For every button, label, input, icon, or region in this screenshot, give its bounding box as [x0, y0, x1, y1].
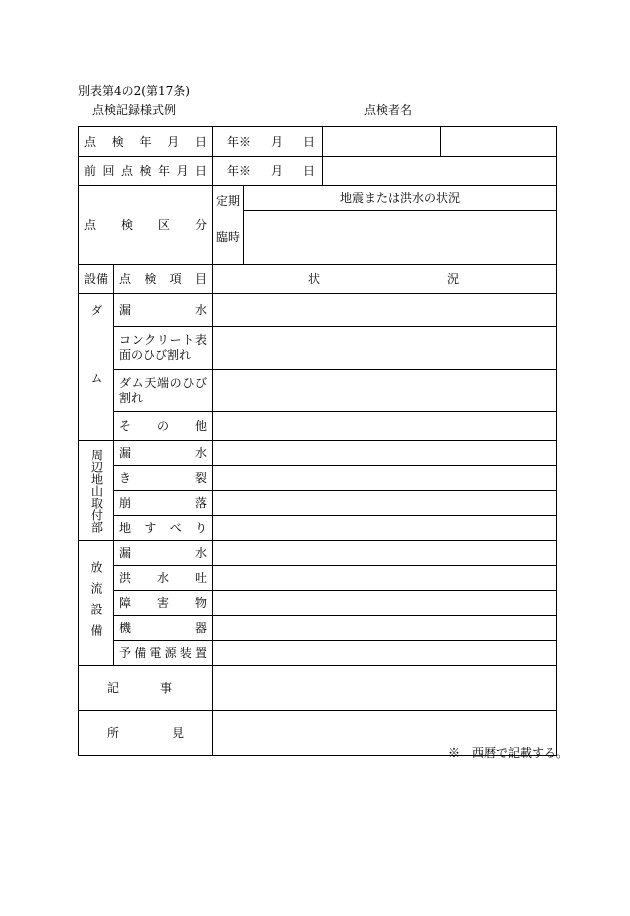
- status-ground-landslide[interactable]: [213, 516, 557, 541]
- earthquake-flood-field[interactable]: [244, 210, 557, 264]
- status-dam-leak[interactable]: [213, 294, 557, 327]
- status-spillway[interactable]: [213, 566, 557, 591]
- status-discharge-leak[interactable]: [213, 541, 557, 566]
- status-label-b: 況: [447, 272, 460, 286]
- item-spillway: 洪水吐: [114, 566, 213, 591]
- opinion-label: 所見: [79, 711, 213, 756]
- status-ground-collapse[interactable]: [213, 491, 557, 516]
- footer-note: ※ 西暦で記載する。: [448, 746, 569, 760]
- inspection-record-table: [78, 126, 557, 756]
- status-label-a: 状: [308, 272, 321, 286]
- group-surrounding-ground: 周辺地山取付部: [79, 441, 114, 541]
- month-label: 月: [271, 134, 284, 149]
- form-title: 点検記録様式例: [92, 103, 177, 117]
- group-discharge: 放流設備: [79, 541, 114, 666]
- record-field[interactable]: [213, 666, 557, 711]
- item-dam-crest-crack: ダム天端のひび割れ: [114, 370, 213, 412]
- day-label: 日: [303, 134, 316, 149]
- item-dam-surface-crack: コンクリート表面のひび割れ: [114, 327, 213, 370]
- item-dam-leak: 漏水: [114, 294, 213, 327]
- item-ground-crack: き裂: [114, 466, 213, 491]
- periodic-label: 定期: [213, 186, 244, 210]
- status-obstacle[interactable]: [213, 591, 557, 616]
- status-ground-leak[interactable]: [213, 441, 557, 466]
- month-label: 月: [271, 164, 284, 178]
- item-obstacle: 障害物: [114, 591, 213, 616]
- category-block: [213, 186, 557, 265]
- category-label: 点検区分: [79, 186, 213, 265]
- inspector-name-label: 点検者名: [364, 103, 413, 117]
- status-equipment[interactable]: [213, 616, 557, 641]
- item-ground-leak: 漏水: [114, 441, 213, 466]
- status-dam-surface-crack[interactable]: [213, 327, 557, 370]
- item-dam-other: その他: [114, 412, 213, 441]
- year-label: 年※: [227, 134, 252, 149]
- earthquake-flood-label: 地震または洪水の状況: [340, 190, 461, 205]
- item-ground-landslide: 地すべり: [114, 516, 213, 541]
- item-equipment: 機器: [114, 616, 213, 641]
- record-label: 記事: [79, 666, 213, 711]
- inspection-date-label: 点検年月日: [79, 127, 213, 157]
- status-dam-crest-crack[interactable]: [213, 370, 557, 412]
- day-label: 日: [303, 164, 316, 178]
- item-discharge-leak: 漏水: [114, 541, 213, 566]
- equipment-col-header: 設備: [79, 265, 114, 294]
- year-label: 年※: [227, 164, 252, 178]
- prev-inspection-date-field[interactable]: [213, 157, 323, 186]
- item-backup-power: 予備電源装置: [114, 641, 213, 666]
- status-backup-power[interactable]: [213, 641, 557, 666]
- temporary-label: 臨時: [213, 210, 244, 264]
- inspection-date-field[interactable]: [213, 127, 323, 157]
- status-col-header: [213, 265, 557, 294]
- group-dam: ダム: [79, 294, 114, 441]
- prev-inspection-extra[interactable]: [323, 157, 557, 186]
- item-col-header: 点検項目: [114, 265, 213, 294]
- item-ground-collapse: 崩落: [114, 491, 213, 516]
- status-ground-crack[interactable]: [213, 466, 557, 491]
- form-reference: 別表第4の2(第17条): [78, 84, 190, 98]
- status-dam-other[interactable]: [213, 412, 557, 441]
- prev-inspection-date-label: 前回点検年月日: [79, 157, 213, 186]
- inspector-name-field[interactable]: [323, 127, 441, 157]
- inspector-sign-field[interactable]: [441, 127, 557, 157]
